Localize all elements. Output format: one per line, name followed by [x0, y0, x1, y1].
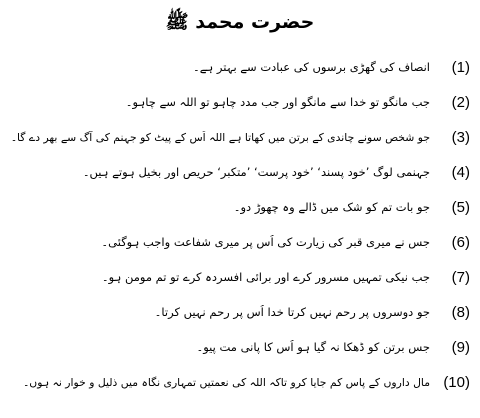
list-item	[0, 52, 470, 82]
item-number: (5)	[451, 198, 470, 216]
item-number: (9)	[451, 338, 470, 356]
item-text: مال داروں کے پاس کم جایا کرو تاکہ اللہ کی نعمتیں تمہاری نگاہ میں ذلیل و خوار نہ ہوں۔	[22, 375, 430, 389]
list-item	[0, 262, 470, 292]
item-text: جس نے میری قبر کی زیارت کی اُس پر میری شفاعت واجب ہوگئی۔	[101, 235, 430, 249]
item-text: جب مانگو تو خدا سے مانگو اور جب مدد چاہو تو اللہ سے چاہو۔	[125, 95, 430, 109]
header	[0, 6, 480, 42]
item-text: جو بات تم کو شک میں ڈالے وہ چھوڑ دو۔	[233, 200, 430, 214]
item-text: جو شخص سونے چاندی کے برتن میں کھاتا ہے اللہ اُس کے پیٹ کو جہنم کی آگ سے بھر دے گا۔	[10, 130, 430, 144]
list-item	[0, 332, 470, 362]
item-number: (8)	[451, 303, 470, 321]
item-number: (7)	[451, 268, 470, 286]
item-number: (3)	[451, 128, 470, 146]
item-number: (4)	[451, 163, 470, 181]
item-text: جو دوسروں پر رحم نہیں کرتا خدا اُس پر رحم نہیں کرتا۔	[154, 305, 430, 319]
item-number: (6)	[451, 233, 470, 251]
item-text: انصاف کی گھڑی برسوں کی عبادت سے بہتر ہے۔	[193, 60, 430, 74]
page-title: حضرت محمد ﷺ	[165, 11, 315, 33]
item-text: جب نیکی تمہیں مسرور کرے اور برائی افسردہ کرے تو تم مومن ہو۔	[101, 270, 430, 284]
list-item	[0, 297, 470, 327]
list-item	[0, 192, 470, 222]
list-item	[0, 157, 470, 187]
item-number: (2)	[451, 93, 470, 111]
item-text: جس برتن کو ڈھکا نہ گیا ہو اُس کا پانی مت پیو۔	[196, 340, 430, 354]
list-item	[0, 122, 470, 152]
list-item	[0, 367, 470, 397]
item-number: (1)	[451, 58, 470, 76]
list-item	[0, 87, 470, 117]
list-item	[0, 227, 470, 257]
item-number: (10)	[443, 373, 470, 391]
item-text: جہنمی لوگ ’خود پسند‘ ’خود پرست‘ ’متکبر‘ حریص اور بخیل ہوتے ہیں۔	[82, 165, 430, 179]
